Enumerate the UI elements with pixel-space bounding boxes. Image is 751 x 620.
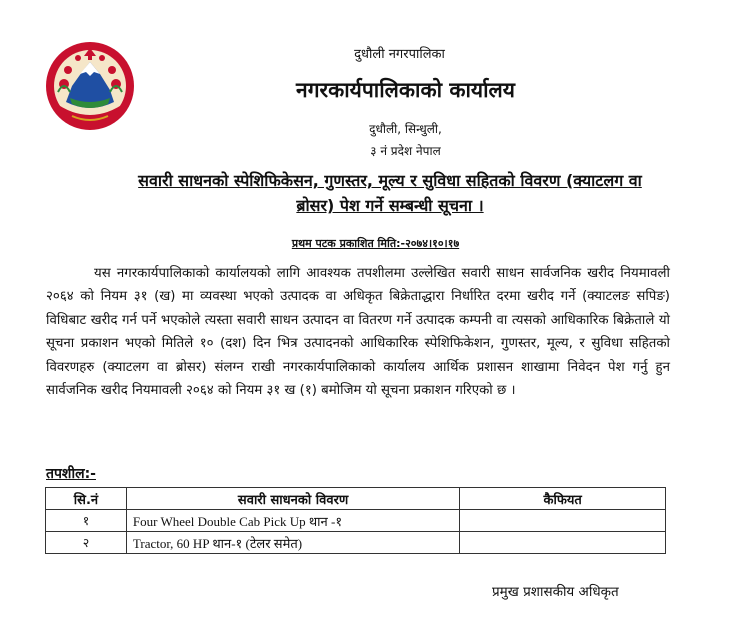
signature-title: प्रमुख प्रशासकीय अधिकृत bbox=[492, 584, 619, 600]
notice-title-line-1: सवारी साधनको स्पेशिफिकेसन, गुणस्तर, मूल्य र सुविधा सहितको विवरण (क्याटलग वा bbox=[138, 171, 642, 190]
column-header-remarks: कैफियत bbox=[460, 488, 666, 510]
notice-body bbox=[46, 262, 670, 402]
notice-body-paragraph: यस नगरकार्यपालिकाको कार्यालयको लागि आवश्यक तपशीलमा उल्लेखित सवारी साधन सार्वजनिक खरीद नियमावली २०६४ को नियम ३१ (ख) मा व्यवस्था भएको उत्पादक वा अधिकृत बिक्रेताद्धारा निर्धारित दरमा खरीद गर्ने (क्याटलङ सपिङ) विधिबाट खरीद गर्न पर्ने भएकोले त्यस्ता सवारी साधन उत्पादन वा वितरण गर्ने उत्पादक कम्पनी वा त्यसको आधिकारिक बिक्रेताले यो सूचना प्रकाशन भएको मितिले १० (दश) दिन भित्र उत्पादनको आधिकारिक स्पेशिफिकेशन, गुणस्तर, मूल्य, र सुविधा सहितको विवरणहरु (क्याटलग वा ब्रोसर) संलग्न राखी नगरकार्यपालिकाको कार्यालय आर्थिक प्रशासन शाखामा निवेदन पेश गर्नु हुन सार्वजनिक खरीद नियमावली २०६४ को नियम ३१ ख (१) बमोजिम यो सूचना प्रकाशन गरिएको छ । bbox=[46, 266, 670, 399]
table-header-row bbox=[46, 488, 666, 510]
column-header-sn: सि.नं bbox=[46, 488, 127, 510]
notice-title bbox=[70, 168, 710, 218]
vehicle-table bbox=[45, 487, 666, 554]
organization-name: दुधौली नगरपालिका bbox=[354, 47, 445, 62]
published-date: प्रथम पटक प्रकाशित मिति:-२०७४।१०।१७ bbox=[291, 237, 460, 250]
address-line-1: दुधौली, सिन्धुली, bbox=[369, 122, 442, 136]
table-row bbox=[46, 510, 666, 532]
office-name: नगरकार्यपालिकाको कार्यालय bbox=[296, 78, 515, 102]
row-description: Tractor, 60 HP थान-१ (टेलर समेत) bbox=[126, 532, 459, 554]
row-remarks bbox=[460, 532, 666, 554]
row-remarks bbox=[460, 510, 666, 532]
row-description: Four Wheel Double Cab Pick Up थान -१ bbox=[126, 510, 459, 532]
details-label: तपशील:- bbox=[46, 466, 96, 482]
notice-title-line-2: ब्रोसर) पेश गर्ने सम्बन्धी सूचना । bbox=[296, 196, 484, 215]
row-sn: २ bbox=[46, 532, 127, 554]
table-row bbox=[46, 532, 666, 554]
row-sn: १ bbox=[46, 510, 127, 532]
column-header-description: सवारी साधनको विवरण bbox=[126, 488, 459, 510]
address-line-2: ३ नं प्रदेश नेपाल bbox=[370, 144, 441, 158]
